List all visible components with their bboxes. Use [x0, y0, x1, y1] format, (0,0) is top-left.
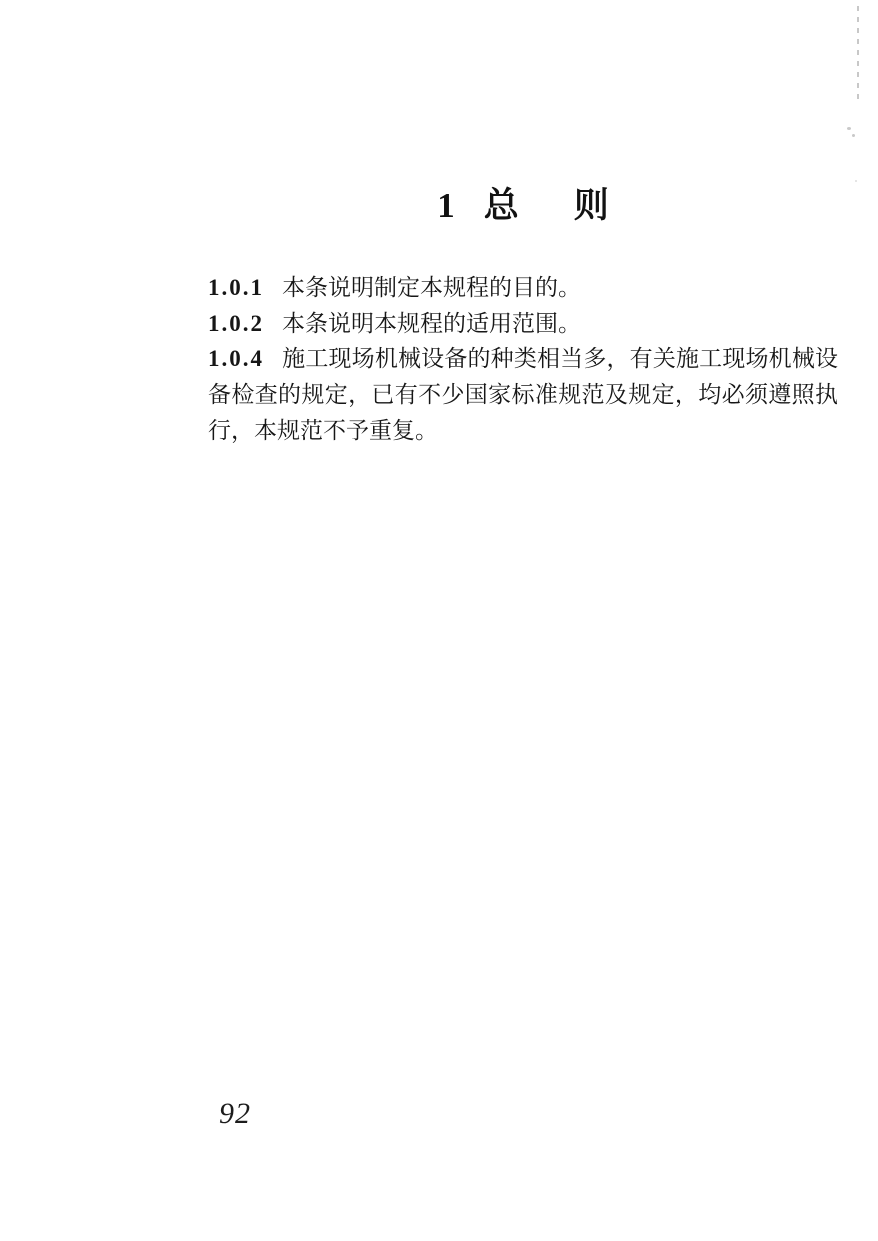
clause-item: [208, 341, 838, 448]
clause-number: 1.0.4: [208, 346, 264, 372]
clause-number: 1.0.2: [208, 310, 264, 336]
chapter-number: 1: [437, 186, 455, 225]
clause-text: 本条说明制定本规程的目的。: [282, 275, 581, 300]
scan-artifact-speck: [847, 127, 851, 130]
chapter-title-char-right: 则: [573, 186, 609, 225]
clause-text: 施工现场机械设备的种类相当多，有关施工现场机械设备检查的规定，已有不少国家标准规范及规定，均必须遵照执行，本规范不予重复。: [208, 346, 838, 443]
clause-text: 本条说明本规程的适用范围。: [282, 310, 581, 336]
clause-item: [208, 270, 838, 306]
clause-list: [208, 270, 838, 449]
chapter-title-char-left: 总: [483, 186, 519, 225]
scan-artifact-dashed-line: [857, 6, 859, 102]
chapter-title: [208, 186, 838, 226]
scan-artifact-speck: [855, 180, 857, 182]
clause-number: 1.0.1: [208, 275, 264, 300]
page-number: 92: [219, 1097, 251, 1130]
clause-item: [208, 306, 838, 342]
scan-artifact-speck: [852, 134, 855, 137]
